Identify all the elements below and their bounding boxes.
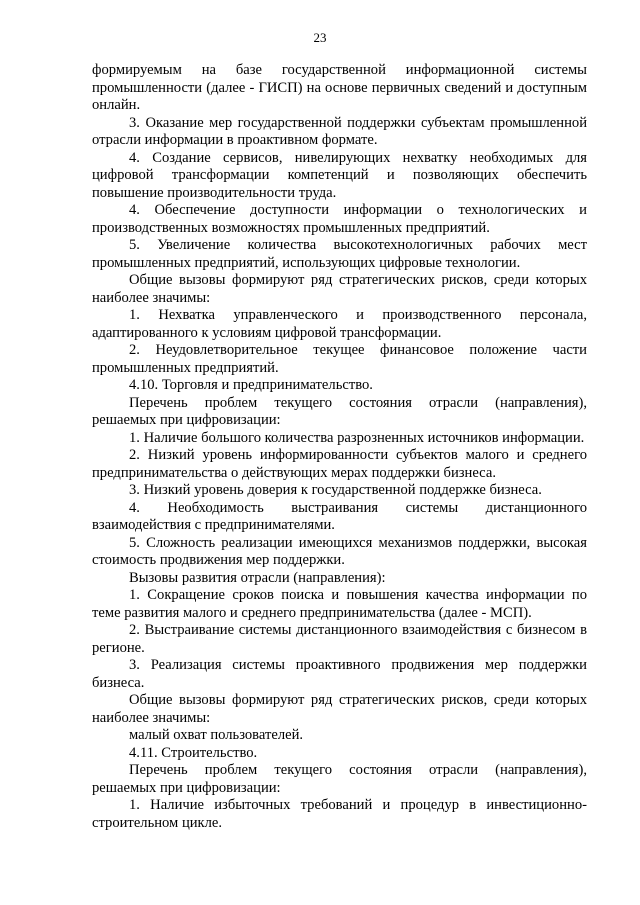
paragraph-16: Вызовы развития отрасли (направления): [129, 569, 386, 586]
paragraph-18: 2. Выстраивание системы дистанционного взаимодействия с бизнесом в регионе. [92, 622, 587, 656]
paragraph-12: 2. Низкий уровень информированности субъектов малого и среднего предпринимательства о действующих мерах поддержки бизнеса. [92, 447, 587, 481]
paragraph-14: 4. Необходимость выстраивания системы дистанционного взаимодействия с предпринимателями. [92, 499, 587, 533]
paragraph-24: 1. Наличие избыточных требований и процедур в инвестиционно-строительном цикле. [92, 797, 587, 831]
paragraph-17: 1. Сокращение сроков поиска и повышения качества информации по теме развития малого и среднего предпринимательства (далее - МСП). [92, 587, 587, 621]
document-body [92, 62, 587, 832]
paragraph-11: 1. Наличие большого количества разрозненных источников информации. [129, 429, 585, 446]
paragraph-5: 5. Увеличение количества высокотехнологичных рабочих мест промышленных предприятий, использующих цифровые технологии. [92, 237, 587, 271]
paragraph-7: 1. Нехватка управленческого и производственного персонала, адаптированного к условиям цифровой трансформации. [92, 307, 587, 341]
paragraph-13: 3. Низкий уровень доверия к государственной поддержке бизнеса. [129, 482, 542, 498]
paragraph-21: малый охват пользователей. [129, 727, 304, 743]
page-number: 23 [313, 30, 327, 45]
paragraph-19: 3. Реализация системы проактивного продвижения мер поддержки бизнеса. [92, 657, 587, 691]
paragraph-1: формируемым на базе государственной информационной системы промышленности (далее - ГИСП) на основе первичных сведений и доступным онлайн. [92, 62, 587, 113]
paragraph-23: Перечень проблем текущего состояния отрасли (направления), решаемых при цифровизации: [92, 762, 587, 796]
section-heading-4-10: 4.10. Торговля и предпринимательство. [129, 377, 373, 393]
paragraph-4: 4. Обеспечение доступности информации о технологических и производственных возможностях промышленных предприятий. [92, 202, 587, 236]
paragraph-8: 2. Неудовлетворительное текущее финансовое положение части промышленных предприятий. [92, 342, 587, 376]
paragraph-3: 4. Создание сервисов, нивелирующих нехватку необходимых для цифровой трансформации компетенций и позволяющих обеспечить повышение производительности труда. [92, 149, 587, 201]
paragraph-10: Перечень проблем текущего состояния отрасли (направления), решаемых при цифровизации: [92, 394, 587, 428]
paragraph-15: 5. Сложность реализации имеющихся механизмов поддержки, высокая стоимость продвижения мер поддержки. [92, 534, 587, 568]
section-heading-4-11: 4.11. Строительство. [129, 744, 258, 761]
paragraph-20: Общие вызовы формируют ряд стратегических рисков, среди которых наиболее значимы: [92, 692, 587, 726]
paragraph-2: 3. Оказание мер государственной поддержки субъектам промышленной отрасли информации в проактивном формате. [92, 114, 587, 148]
paragraph-6: Общие вызовы формируют ряд стратегических рисков, среди которых наиболее значимы: [92, 272, 587, 306]
